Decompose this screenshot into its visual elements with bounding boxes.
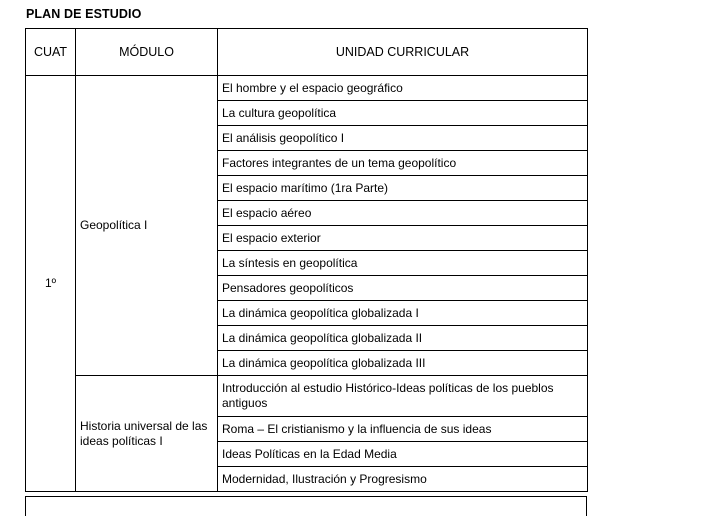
header-modulo: MÓDULO	[76, 29, 218, 76]
unit-cell: El espacio exterior	[218, 226, 588, 251]
cuat-cell: 1º	[26, 76, 76, 492]
unit-cell: La dinámica geopolítica globalizada III	[218, 351, 588, 376]
unit-cell: Roma – El cristianismo y la influencia de sus ideas	[218, 417, 588, 442]
unit-cell: La síntesis en geopolítica	[218, 251, 588, 276]
unit-cell: La dinámica geopolítica globalizada I	[218, 301, 588, 326]
unit-cell: Ideas Políticas en la Edad Media	[218, 442, 588, 467]
next-table-row-edge	[25, 496, 587, 516]
unit-cell: El análisis geopolítico I	[218, 126, 588, 151]
table-row	[26, 76, 588, 101]
module-cell: Geopolítica I	[76, 76, 218, 376]
study-plan-table	[25, 28, 588, 492]
unit-cell: La dinámica geopolítica globalizada II	[218, 326, 588, 351]
table-row	[26, 376, 588, 417]
module-cell: Historia universal de las ideas políticas I	[76, 376, 218, 492]
unit-cell: Pensadores geopolíticos	[218, 276, 588, 301]
unit-cell: El espacio aéreo	[218, 201, 588, 226]
header-unidad: UNIDAD CURRICULAR	[218, 29, 588, 76]
unit-cell: Modernidad, Ilustración y Progresismo	[218, 467, 588, 492]
unit-cell: La cultura geopolítica	[218, 101, 588, 126]
unit-cell: Factores integrantes de un tema geopolítico	[218, 151, 588, 176]
unit-cell: El hombre y el espacio geográfico	[218, 76, 588, 101]
table-header-row	[26, 29, 588, 76]
document-title: PLAN DE ESTUDIO	[26, 7, 142, 21]
header-cuat: CUAT	[26, 29, 76, 76]
unit-cell: Introducción al estudio Histórico-Ideas políticas de los pueblos antiguos	[218, 376, 588, 417]
unit-cell: El espacio marítimo (1ra Parte)	[218, 176, 588, 201]
